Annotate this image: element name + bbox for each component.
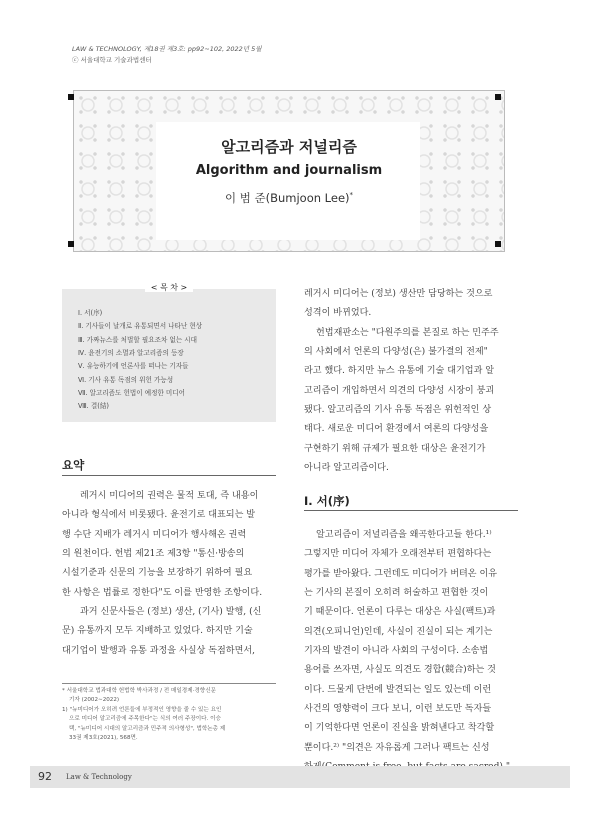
section-heading: Ⅰ. 서(序)	[304, 494, 350, 508]
journal-citation: LAW & TECHNOLOGY, 제18권 제3호: pp92∼102, 2022년 5월	[72, 45, 262, 53]
text-line: 라고 했다. 하지만 뉴스 유통에 기술 대기업과 알	[304, 366, 495, 377]
text-line: 아니라 알고리즘이다.	[304, 463, 389, 474]
toc-item: Ⅶ. 알고리즘도 헌법이 예정한 미디어	[78, 389, 186, 398]
text-line: 이 기억한다면 언론이 진실을 밝혀낸다고 착각할	[304, 723, 495, 734]
abstract-continuation	[304, 285, 516, 478]
text-line: 태다. 새로운 미디어 환경에서 여론의 다양성을	[304, 424, 489, 435]
text-line: 구현하기 위해 규제가 필요한 대상은 윤전기가	[304, 443, 486, 454]
abstract-rule	[62, 475, 276, 476]
toc-item: Ⅲ. 가짜뉴스를 처벌할 필요조차 없는 시대	[78, 335, 198, 344]
footnote-line: 으로 미디어 알고리즘에 주목한다"는 식의 여러 주장이다. 이승	[69, 716, 221, 723]
text-line: 레거시 미디어의 권력은 물적 토대, 즉 내용이	[80, 491, 259, 501]
text-line: 고리즘이 개입하면서 의견의 다양성 시장이 붕괴	[304, 385, 495, 396]
text-line: 레거시 미디어는 (정보) 생산만 담당하는 것으로	[304, 289, 493, 299]
page-number: 92	[38, 770, 52, 783]
footnote-line: 택, "뉴미디어 시대의 알고리즘과 민주적 의사형성", 법학논총 제	[69, 725, 226, 732]
text-line: 시설기준과 신문의 기능을 보장하기 위하여 필요	[62, 568, 253, 579]
section-rule	[304, 510, 518, 511]
footnote-line: 기자 (2002∼2022)	[69, 697, 120, 704]
toc-item: Ⅴ. 유능하기에 언론사를 떠나는 기자들	[78, 362, 189, 371]
toc-heading-wrap	[62, 282, 276, 293]
corner-mark	[68, 241, 74, 247]
toc-item: Ⅳ. 윤전기의 소멸과 알고리즘의 등장	[78, 349, 184, 358]
journal-name: Law & Technology	[66, 773, 132, 781]
copyright-line: ⓒ 서울대학교 기술과법센터	[72, 56, 152, 64]
text-line: 아니라 형식에서 비롯됐다. 윤전기로 대표되는 발	[62, 510, 256, 521]
toc-item: Ⅰ. 서(序)	[78, 309, 103, 317]
text-line: 과거 신문사들은 (정보) 생산, (기사) 발행, (신	[80, 607, 262, 618]
text-line: 기자의 발견이 아니라 사회의 구성이다. 소송법	[304, 646, 489, 657]
text-line: 의견(오피니언)인데, 사실이 진실이 되는 계기는	[304, 626, 493, 637]
text-line: 의 원천이다. 헌법 제21조 제3항 "통신·방송의	[62, 549, 245, 560]
text-line: 됐다. 알고리즘의 기사 유통 독점은 위헌적인 상	[304, 405, 492, 416]
text-line: 용어를 쓰자면, 사실도 의견도 경합(競合)하는 것	[304, 665, 496, 676]
abstract-heading: 요약	[62, 458, 85, 472]
text-line: 대기업이 발행과 유통 과정을 사실상 독점하면서,	[62, 645, 256, 656]
toc-item: Ⅵ. 기사 유통 독점의 위헌 가능성	[78, 375, 174, 384]
toc-heading: < 목 차 >	[145, 283, 194, 292]
corner-mark	[68, 94, 74, 100]
article-title-korean: 알고리즘과 저널리즘	[221, 138, 357, 156]
text-line: 헌법재판소는 "다원주의를 본질로 하는 민주주	[316, 327, 499, 338]
text-line: 이다. 드물게 단번에 발견되는 일도 있는데 이런	[304, 684, 492, 695]
abstract-body	[62, 487, 276, 661]
toc-item: Ⅷ. 결(結)	[78, 402, 109, 411]
corner-mark	[495, 241, 501, 247]
footnote-line: 1) "뉴미디어가 오히려 언론들에 부정적인 영향을 줄 수 있는 요인	[62, 706, 222, 713]
footnotes	[62, 683, 276, 743]
author-name: 이 범 준(Bumjoon Lee)	[224, 191, 350, 205]
text-line: 알고리즘이 저널리즘을 왜곡한다고들 한다.¹⁾	[316, 530, 492, 540]
toc-list	[78, 307, 202, 414]
text-line: 기 때문이다. 언론이 다루는 대상은 사실(팩트)과	[304, 607, 496, 618]
text-line: 문) 유통까지 모두 지배하고 있었다. 하지만 기술	[62, 626, 253, 637]
text-line: 평가를 받아왔다. 그런데도 미디어가 버텨온 이유	[304, 568, 498, 579]
text-line: 의 사회에서 언론의 다양성(은) 불가결의 전제"	[304, 347, 488, 358]
text-line: 는 기사의 본질이 오히려 허술하고 편협한 것이	[304, 588, 489, 599]
text-line: 행 수단 지배가 레거시 미디어가 행사해온 권력	[62, 529, 247, 540]
text-line: 뿐이다.²⁾ "의견은 자유롭게 그러나 팩트는 신성	[304, 742, 490, 753]
author-footnote-mark: *	[349, 191, 354, 200]
author-line	[73, 190, 505, 206]
corner-mark	[495, 94, 501, 100]
text-line: 사건의 영향력이 크다 보니, 이런 보도만 독자들	[304, 704, 492, 715]
text-line: 성격이 바뀌었다.	[304, 308, 372, 319]
text-line: 한 사항은 법률로 정한다"도 이를 반영한 조항이다.	[62, 587, 263, 598]
toc-item: Ⅱ. 기사들이 날개로 유통되면서 나타난 현상	[78, 322, 203, 331]
text-line: 그렇지만 미디어 자체가 오래전부터 편협하다는	[304, 549, 492, 560]
footnote-line: 33권 제3호(2021), 568면.	[69, 735, 138, 742]
footnote-line: * 서울대학교 법과대학 헌법학 박사과정 / 전 매일경제·경향신문	[62, 688, 216, 694]
section1-body	[304, 526, 516, 777]
article-title-english: Algorithm and journalism	[195, 163, 383, 178]
